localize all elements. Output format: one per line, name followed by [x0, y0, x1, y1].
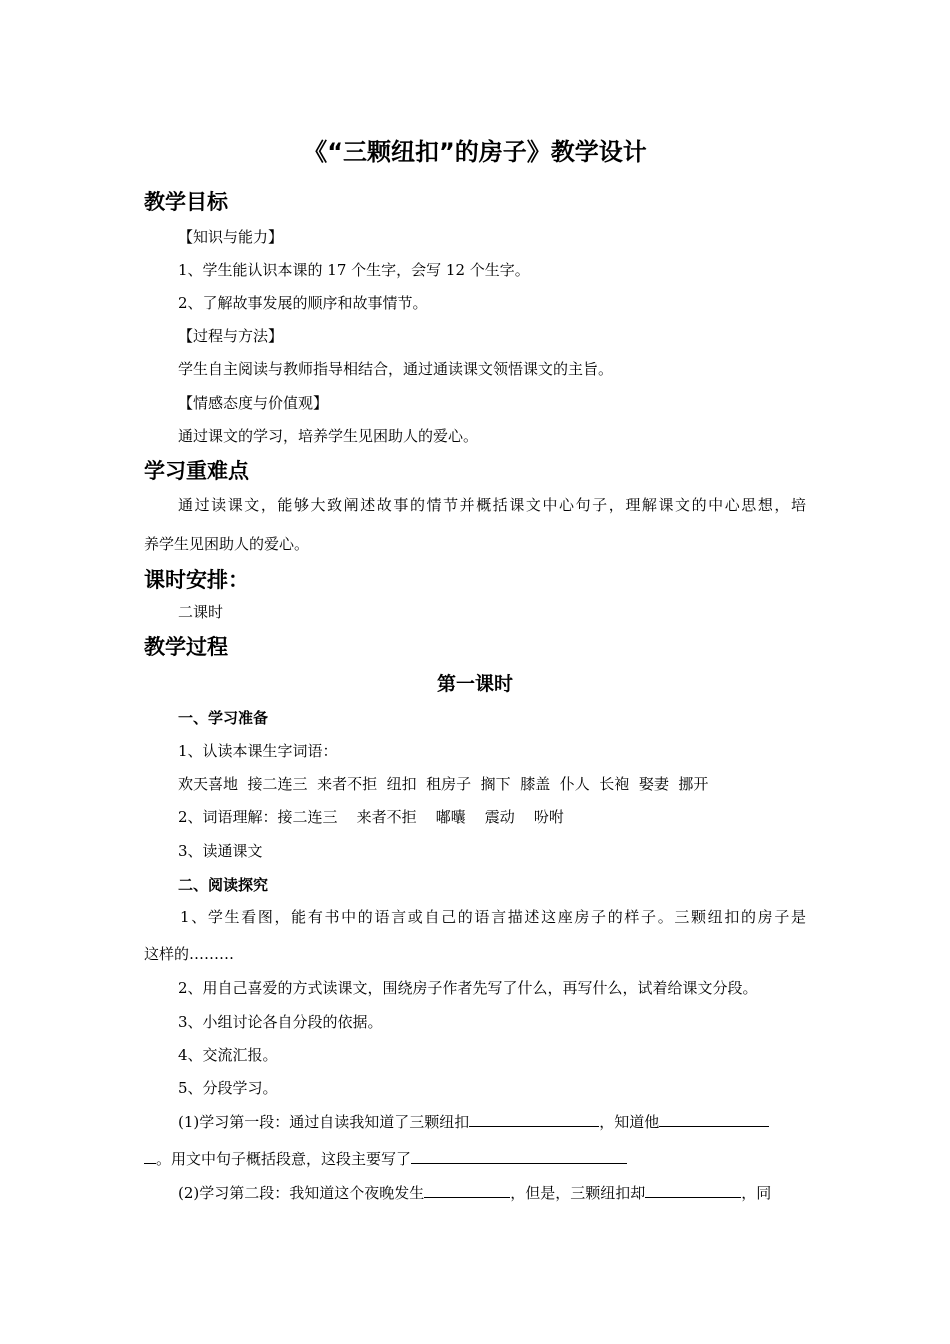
section-1-item-2: 2、词语理解：接二连三 来者不拒 嘟囔 震动 吩咐	[178, 808, 564, 826]
key-points-line-2: 养学生见困助人的爱心。	[144, 535, 310, 553]
lesson-one-title: 第一课时	[436, 673, 513, 695]
fill-blank[interactable]	[424, 1183, 510, 1198]
paragraph-2-text-c: ，同	[741, 1184, 772, 1202]
paragraph-1-text-b: ，知道他	[599, 1113, 660, 1131]
paragraph-2-text-b: ，但是，三颗纽扣却	[510, 1184, 646, 1202]
paragraph-2-line-1	[178, 1182, 771, 1203]
knowledge-item-1: 1、学生能认识本课的 17 个生字，会写 12 个生字。	[178, 261, 530, 279]
section-2-item-1-line-2: 这样的………	[144, 945, 235, 963]
heading-key-points: 学习重难点	[144, 459, 249, 483]
section-2-item-2: 2、用自己喜爱的方式读课文，围绕房子作者先写了什么，再写什么，试着给课文分段。	[178, 979, 758, 997]
heading-teaching-process: 教学过程	[144, 635, 228, 659]
section-2-item-3: 3、小组讨论各自分段的依据。	[178, 1013, 383, 1031]
emotion-text: 通过课文的学习，培养学生见困助人的爱心。	[178, 427, 479, 445]
paragraph-1-text-a: (1)学习第一段：通过自读我知道了三颗纽扣	[178, 1113, 470, 1131]
section-1-item-3: 3、读通课文	[178, 842, 263, 860]
section-2-item-4: 4、交流汇报。	[178, 1046, 278, 1064]
paragraph-1-line-1	[178, 1111, 769, 1132]
process-text: 学生自主阅读与教师指导相结合，通过通读课文领悟课文的主旨。	[178, 360, 614, 378]
fill-blank[interactable]	[411, 1149, 627, 1164]
fill-blank[interactable]	[144, 1149, 156, 1164]
section-1-heading: 一、学习准备	[178, 709, 269, 727]
document-title: 《“三颗纽扣”的房子》教学设计	[303, 138, 647, 166]
paragraph-2-text-a: (2)学习第二段：我知道这个夜晚发生	[178, 1184, 425, 1202]
section-2-heading: 二、阅读探究	[178, 876, 269, 894]
key-points-line-1: 通过读课文，能够大致阐述故事的情节并概括课文中心句子，理解课文的中心思想，培	[178, 496, 806, 514]
heading-schedule: 课时安排：	[144, 568, 249, 592]
label-knowledge-ability: 【知识与能力】	[178, 228, 284, 246]
heading-teaching-goals: 教学目标	[144, 190, 228, 214]
label-process-method: 【过程与方法】	[178, 327, 284, 345]
paragraph-1-text-c: 。用文中句子概括段意，这段主要写了	[156, 1150, 412, 1168]
fill-blank[interactable]	[645, 1183, 741, 1198]
vocabulary-words: 欢天喜地 接二连三 来者不拒 纽扣 租房子 搁下 膝盖 仆人 长袍 娶妻 挪开	[178, 775, 709, 793]
paragraph-1-line-2	[144, 1148, 806, 1169]
schedule-text: 二课时	[178, 603, 224, 621]
section-2-item-5: 5、分段学习。	[178, 1079, 278, 1097]
section-2-item-1-line-1: 1、学生看图，能有书中的语言或自己的语言描述这座房子的样子。三颗纽扣的房子是	[180, 908, 806, 926]
label-emotion-values: 【情感态度与价值观】	[178, 394, 329, 412]
section-1-item-1: 1、认读本课生字词语：	[178, 742, 338, 760]
fill-blank[interactable]	[659, 1112, 769, 1127]
knowledge-item-2: 2、了解故事发展的顺序和故事情节。	[178, 294, 428, 312]
fill-blank[interactable]	[469, 1112, 599, 1127]
